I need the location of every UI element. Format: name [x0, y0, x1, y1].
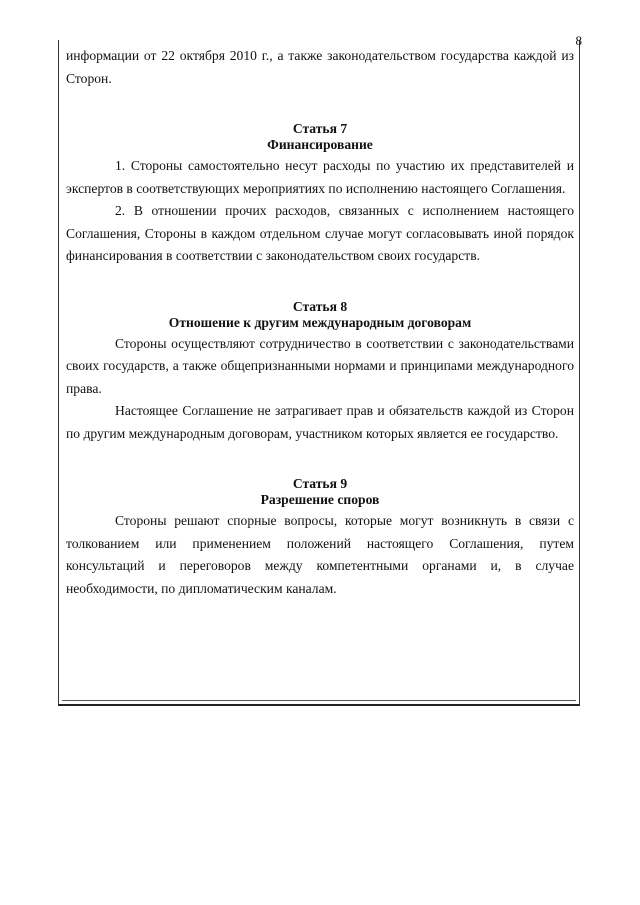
- article-number: Статья 8: [292, 298, 348, 314]
- page-number: 8: [575, 33, 582, 48]
- article-7-paragraph-2: 2. В отношении прочих расходов, связанных с исполнением настоящего Соглашения, Стороны в каждом отдельном случае могут согласовывать иной порядок финансирования в соответствии с законодательством своих государств.: [66, 203, 574, 263]
- article-7-heading: [66, 121, 574, 153]
- article-7-paragraph-1: 1. Стороны самостоятельно несут расходы по участию их представителей и экспертов в соответствующих мероприятиях по исполнению настоящего Соглашения.: [66, 158, 574, 196]
- article-9-heading: [66, 476, 574, 508]
- article-8-paragraph-2: Настоящее Соглашение не затрагивает прав и обязательств каждой из Сторон по другим международным договорам, участником которых является ее государство.: [66, 403, 574, 441]
- article-8-heading: [66, 299, 574, 331]
- article-title: Отношение к другим международным договорам: [168, 314, 472, 330]
- article-title: Финансирование: [267, 137, 373, 152]
- document-body: [66, 45, 574, 600]
- intro-paragraph: информации от 22 октября 2010 г., а также законодательством государства каждой из Сторон.: [66, 48, 574, 86]
- article-number: Статья 7: [292, 121, 348, 136]
- article-9-paragraph-1: Стороны решают спорные вопросы, которые могут возникнуть в связи с толкованием или применением положений настоящего Соглашения, путем консультаций и переговоров между компетентными органами и, в случае необходимости, по дипломатическим каналам.: [66, 513, 574, 596]
- article-number: Статья 9: [292, 476, 348, 491]
- article-title: Разрешение споров: [260, 492, 380, 507]
- article-8-paragraph-1: Стороны осуществляют сотрудничество в соответствии с законодательствами своих государств, а также общепризнанными нормами и принципами международного права.: [66, 335, 574, 396]
